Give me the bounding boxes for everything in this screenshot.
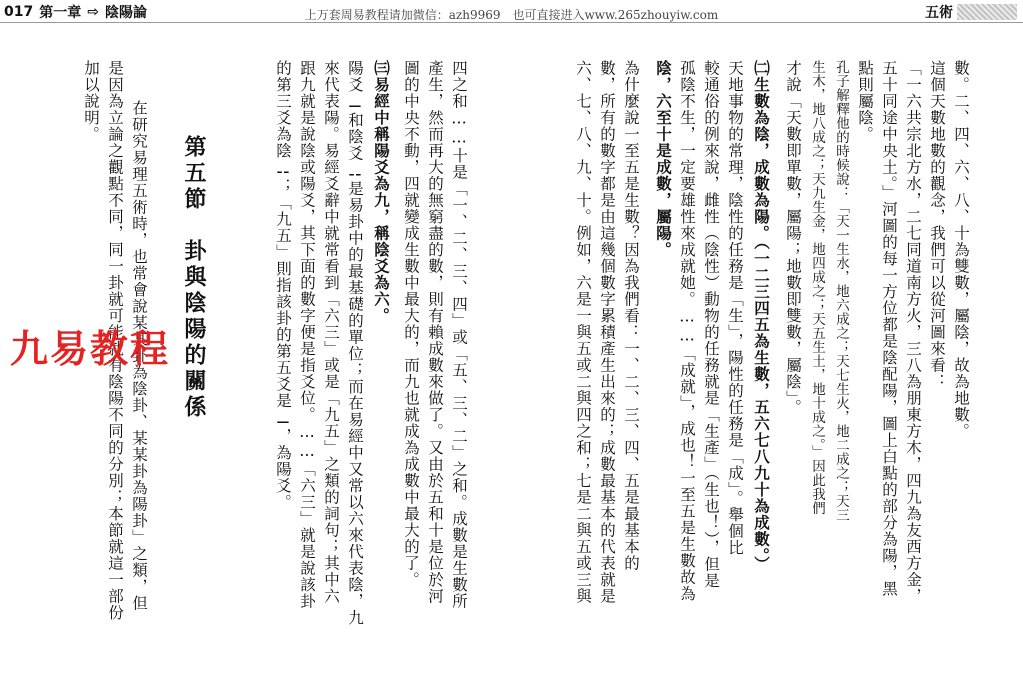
text-column: 數。二、四、六、八、十為雙數，屬陰，故為地數。 (952, 60, 970, 440)
text-column: 陽爻⚊和陰爻⚋是易卦中的最基礎的單位；而在易經中又常以六來代表陰，九 (346, 60, 364, 626)
text-column: 的第三爻為陰⚋；「九五」則指該卦的第五爻是⚊，為陽爻。 (274, 60, 292, 511)
text-column: 六、七、八、九、十。例如，六是一與五或二與四之和；七是二與五或三與 (574, 60, 592, 605)
page-number: 017 (4, 4, 34, 20)
promo-banner-text: 上万套周易教程请加微信：azh9969 也可直接进入www.265zhouyiw.com (304, 8, 719, 22)
text-column: 較通俗的例來說，雌性（陰性）動物的任務就是「生產」（生也！），但是 (702, 60, 720, 589)
text-column: 跟九就是說陰或陽爻，其下面的數字便是指爻位。……「六三」就是說該卦 (298, 60, 316, 610)
arrow-right-icon: ⇨ (87, 4, 99, 20)
text-column: 數，所有的數字都是由這幾個數字累積產生出來的；成數最基本的代表就是 (598, 60, 616, 605)
text-column: 產生，然而再大的無窮盡的數，則有賴成數來做了。又由於五和十是位於河 (426, 60, 444, 605)
text-column: 圖的中央不動，四就變成生數中最大的，而九也就成為成數中最大的了。 (402, 60, 420, 588)
section-title: 第五節 卦與陰陽的關係 (181, 135, 206, 421)
text-column: 加以說明。 (82, 60, 100, 143)
book-title: 五術 (925, 5, 953, 21)
chapter-label: 第一章 (39, 5, 82, 21)
chapter-title: 陰陽論 (104, 5, 147, 21)
text-column: 是因為立論之觀點不同，同一卦就可能就有陰陽不同的分別；本節就這一部份 (106, 60, 124, 621)
text-column: 這個天數地數的觀念，我們可以從河圖來看： (928, 60, 946, 390)
text-column: 孤陰不生，一定要雄性來成就她。……「成就」，成也！一至五是生數故為 (678, 60, 696, 602)
page-body (60, 60, 990, 672)
text-column: 在研究易理五術時，也常會說某某卦為陰卦、某某卦為陽卦」之類，但 (130, 100, 148, 612)
subsection-heading: ㈢易經中稱陽爻為九，稱陰爻為六。 (372, 60, 391, 324)
text-column: 陰，六至十是成數，屬陽。 (654, 60, 673, 258)
site-watermark: 九易教程 (10, 327, 171, 371)
text-column: 四之和……十是「一、二、三、四」或「五、三、二」之和。成數是生數所 (450, 60, 468, 610)
header-rule (0, 22, 1023, 23)
subsection-heading: ㈡生數為陰，成數為陽。（一二三四五為生數，五六七八九十為成數。） (752, 60, 771, 573)
text-column: 孔子解釋他的時候說：「天一生水，地六成之；天七生火，地二成之；天三 (833, 60, 849, 522)
promo-banner (0, 6, 1023, 23)
text-column: 生木，地八成之；天九生金，地四成之；天五生土，地十成之。」因此我們 (809, 60, 825, 516)
text-column: 五十同途中央土。」河圖的每一方位都是陰配陽，圖上白點的部分為陽，黑 (880, 60, 898, 597)
scan-smudge (957, 4, 1017, 20)
text-column: 天地事物的常理，陰性的任務是「生」，陽性的任務是「成」。舉個比 (726, 60, 744, 556)
running-header-right (925, 2, 1017, 22)
text-column: 「一六共宗北方水，二七同道南方火，三八為朋東方木，四九為友西方金， (904, 60, 922, 605)
text-column: 點則屬陰。 (856, 60, 874, 143)
text-column: 才說「天數即單數，屬陽；地數即雙數，屬陰」。 (784, 60, 802, 416)
text-column: 來代表陽。易經爻辭中就常看到「六三」或是「九五」之類的詞句；其中六 (322, 60, 340, 605)
text-column: 為什麼說一至五是生數？因為我們看：一、二、三、四、五是最基本的 (622, 60, 640, 572)
